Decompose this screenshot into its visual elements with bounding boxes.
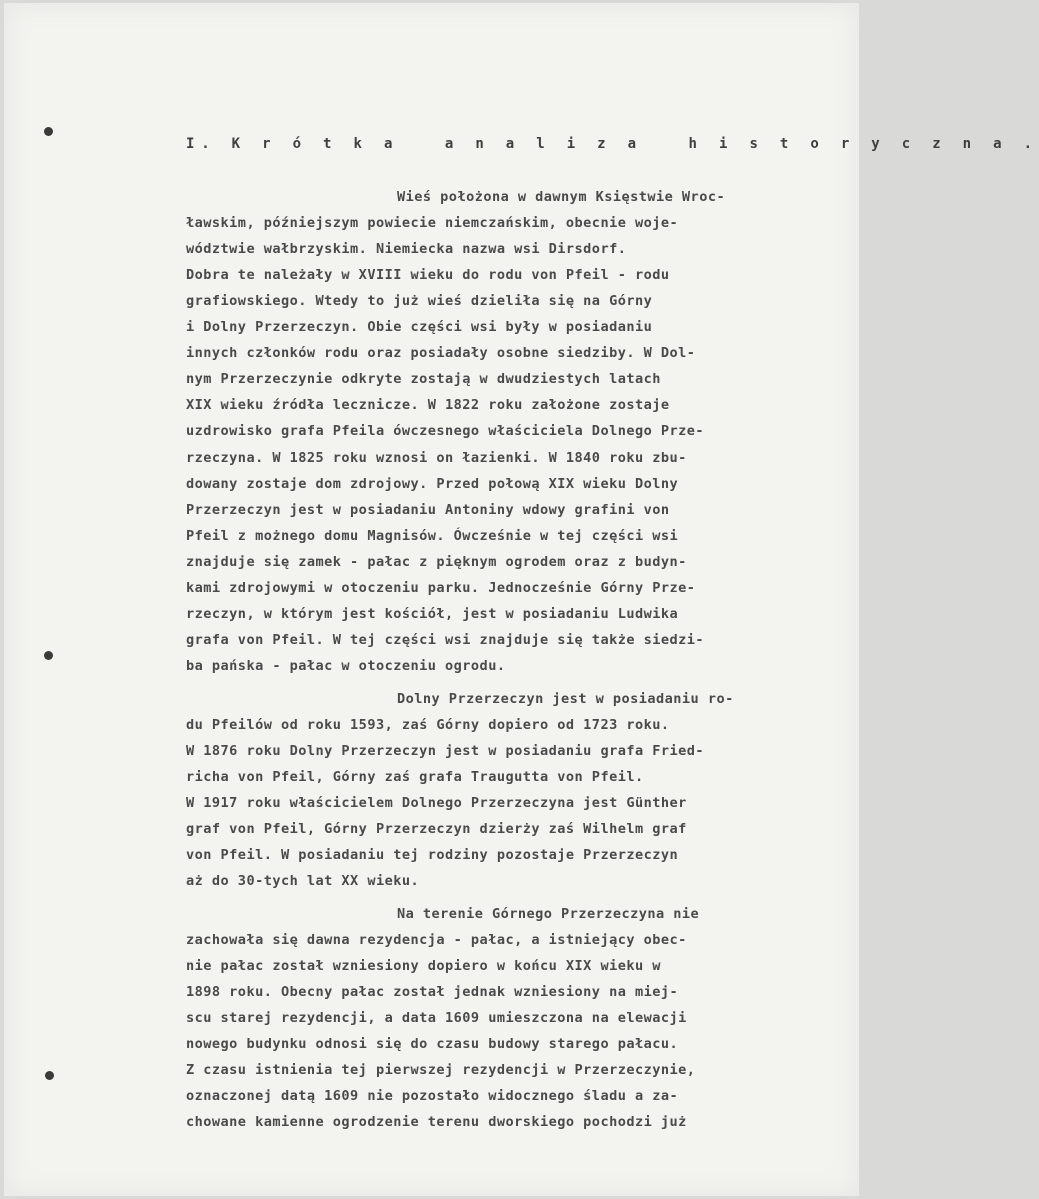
text-line: scu starej rezydencji, a data 1609 umieszczona na elewacji xyxy=(186,1010,687,1026)
text-line: Z czasu istnienia tej pierwszej rezydencji w Przerzeczynie, xyxy=(186,1062,696,1078)
text-line: wództwie wałbrzyskim. Niemiecka nazwa wsi Dirsdorf. xyxy=(186,241,627,257)
text-line: dowany zostaje dom zdrojowy. Przed połową XIX wieku Dolny xyxy=(186,476,679,492)
text-line: kami zdrojowymi w otoczeniu parku. Jednocześnie Górny Prze- xyxy=(186,580,696,596)
page-title: I. K r ó t k a a n a l i z a h i s t o r y c z n a . xyxy=(186,136,1039,152)
text-line: richa von Pfeil, Górny zaś grafa Traugutta von Pfeil. xyxy=(186,769,644,785)
text-line: rzeczyn, w którym jest kościół, jest w posiadaniu Ludwika xyxy=(186,606,679,622)
text-line: Przerzeczyn jest w posiadaniu Antoniny wdowy grafini von xyxy=(186,502,670,518)
text-line: W 1917 roku właścicielem Dolnego Przerzeczyna jest Günther xyxy=(186,795,687,811)
text-line: Dobra te należały w XVIII wieku do rodu von Pfeil - rodu xyxy=(186,267,670,283)
text-line: nowego budynku odnosi się do czasu budowy starego pałacu. xyxy=(186,1036,679,1052)
text-line: Pfeil z możnego domu Magnisów. Ówcześnie w tej części wsi xyxy=(186,528,679,544)
text-line: ławskim, późniejszym powiecie niemczańskim, obecnie woje- xyxy=(186,215,679,231)
text-line: nie pałac został wzniesiony dopiero w końcu XIX wieku w xyxy=(186,958,661,974)
text-line: oznaczonej datą 1609 nie pozostało widocznego śladu a za- xyxy=(186,1088,679,1104)
punch-hole xyxy=(45,1071,54,1080)
text-line: 1898 roku. Obecny pałac został jednak wzniesiony na miej- xyxy=(186,984,679,1000)
text-line: grafa von Pfeil. W tej części wsi znajduje się także siedzi- xyxy=(186,632,705,648)
text-line: uzdrowisko grafa Pfeila ówczesnego właściciela Dolnego Prze- xyxy=(186,423,705,439)
text-line: grafiowskiego. Wtedy to już wieś dzieliła się na Górny xyxy=(186,293,653,309)
text-line: znajduje się zamek - pałac z pięknym ogrodem oraz z budyn- xyxy=(186,554,687,570)
text-line: innych członków rodu oraz posiadały osobne siedziby. W Dol- xyxy=(186,345,696,361)
text-line: aż do 30-tych lat XX wieku. xyxy=(186,873,420,889)
punch-hole xyxy=(44,127,53,136)
text-line: zachowała się dawna rezydencja - pałac, a istniejący obec- xyxy=(186,932,687,948)
text-line: W 1876 roku Dolny Przerzeczyn jest w posiadaniu grafa Fried- xyxy=(186,743,705,759)
text-line: nym Przerzeczynie odkryte zostają w dwudziestych latach xyxy=(186,371,661,387)
text-line: rzeczyna. W 1825 roku wznosi on łazienki. W 1840 roku zbu- xyxy=(186,450,687,466)
text-line: graf von Pfeil, Górny Przerzeczyn dzierży zaś Wilhelm graf xyxy=(186,821,687,837)
text-line: ba pańska - pałac w otoczeniu ogrodu. xyxy=(186,658,506,674)
punch-hole xyxy=(44,651,53,660)
text-line: i Dolny Przerzeczyn. Obie części wsi były w posiadaniu xyxy=(186,319,653,335)
text-line: Dolny Przerzeczyn jest w posiadaniu ro- xyxy=(397,691,734,707)
text-line: Wieś położona w dawnym Księstwie Wroc- xyxy=(397,189,726,205)
text-line: Na terenie Górnego Przerzeczyna nie xyxy=(397,906,700,922)
text-line: du Pfeilów od roku 1593, zaś Górny dopiero od 1723 roku. xyxy=(186,717,670,733)
text-line: XIX wieku źródła lecznicze. W 1822 roku założone zostaje xyxy=(186,397,670,413)
text-line: chowane kamienne ogrodzenie terenu dworskiego pochodzi już xyxy=(186,1114,687,1130)
text-line: von Pfeil. W posiadaniu tej rodziny pozostaje Przerzeczyn xyxy=(186,847,679,863)
